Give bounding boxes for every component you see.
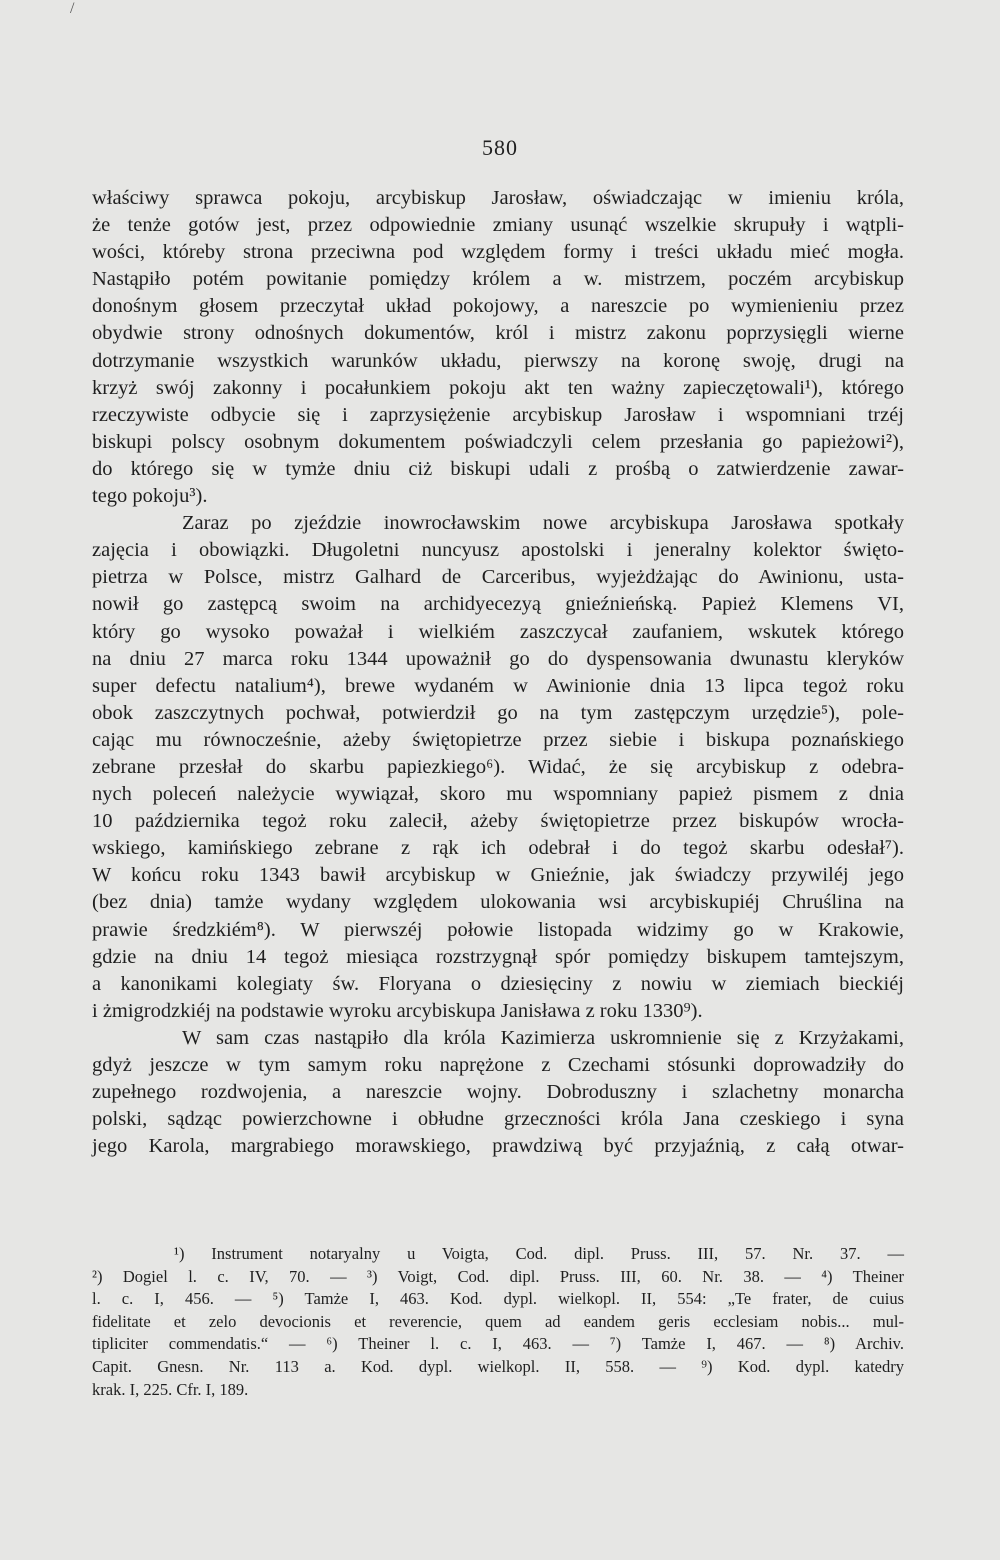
text-line: biskupi polscy osobnym dokumentem poświadczyli celem przesłania go papieżowi²), (92, 430, 904, 453)
text-line: wskiego, kamińskiego zebrane z rąk ich odebrał i do tegoż skarbu odesłał⁷). (92, 837, 904, 860)
footnote-line: ²) Dogiel l. c. IV, 70. — ³) Voigt, Cod. dipl. Pruss. III, 60. Nr. 38. — ⁴) Theiner (92, 1266, 904, 1286)
text-line: Zaraz po zjeździe inowrocławskim nowe arcybiskupa Jarosława spotkały (182, 512, 904, 535)
text-line: (bez dnia) tamże wydany względem ulokowania wsi arcybiskupiéj Chruślina na (92, 891, 904, 914)
text-line: rzeczywiste odbycie się i zaprzysiężenie arcybiskup Jarosław i wspomniani trzéj (92, 403, 904, 426)
text-line: gdzie na dniu 14 tegoż miesiąca rozstrzygnął spór pomiędzy biskupem tamtejszym, (92, 945, 904, 968)
footnote-line: l. c. I, 456. — ⁵) Tamże I, 463. Kod. dypl. wielkopl. II, 554: „Te frater, de cuius (92, 1289, 904, 1309)
text-line: prawie średzkiém⁸). W pierwszéj połowie listopada widzimy go w Krakowie, (92, 918, 904, 941)
text-line: dotrzymanie wszystkich warunków układu, pierwszy na koronę swoję, drugi na (92, 349, 904, 372)
footnote-line: fidelitate et zelo devocionis et reverencie, quem ad eandem geris ecclesiam nobis... mul- (92, 1311, 904, 1331)
text-line: W sam czas nastąpiło dla króla Kazimierza uskromnienie się z Krzyżakami, (182, 1026, 904, 1049)
text-line: wości, któreby strona przeciwna pod względem formy i treści układu mieć mogła. (92, 241, 904, 264)
text-line: obydwie strony odnośnych dokumentów, król i mistrz zakonu poprzysięgli wierne (92, 322, 904, 345)
text-line: a kanonikami kolegiaty św. Floryana o dziesięciny z nowiu w ziemiach bieckiéj (92, 972, 904, 995)
footnotes (92, 1243, 904, 1401)
text-line: jego Karola, margrabiego morawskiego, prawdziwą być przyjaźnią, z całą otwar- (92, 1135, 904, 1158)
text-line: gdyż jeszcze w tym samym roku naprężone z Czechami stósunki doprowadziły do (92, 1054, 904, 1076)
text-line: tego pokoju³). (92, 485, 208, 508)
text-line: zajęcia i obowiązki. Długoletni nuncyusz apostolski i jeneralny kolektor święto- (92, 539, 904, 562)
text-line: zupełnego rozdwojenia, a nareszcie wojny. Dobroduszny i szlachetny monarcha (92, 1081, 904, 1104)
footnote-line: krak. I, 225. Cfr. I, 189. (92, 1379, 249, 1399)
text-line: 10 października tegoż roku zalecił, ażeby świętopietrze przez biskupów wrocła- (92, 810, 904, 833)
text-line: polski, sądząc powierzchowne i obłudne grzeczności króla Jana czeskiego i syna (92, 1108, 904, 1131)
page-number: 580 (482, 135, 518, 160)
text-line: super defectu natalium⁴), brewe wydaném w Awinionie dnia 13 lipca tegoż roku (92, 674, 904, 697)
footnote-line: ¹) Instrument notaryalny u Voigta, Cod. dipl. Pruss. III, 57. Nr. 37. — (174, 1244, 904, 1263)
footnote-line: Capit. Gnesn. Nr. 113 a. Kod. dypl. wielkopl. II, 558. — ⁹) Kod. dypl. katedry (92, 1356, 904, 1376)
text-line: W końcu roku 1343 bawił arcybiskup w Gnieźnie, jak świadczy przywiléj jego (92, 864, 904, 887)
text-line: i żmigrodzkiéj na podstawie wyroku arcybiskupa Janisława z roku 1330⁹). (92, 999, 703, 1022)
text-line: właściwy sprawca pokoju, arcybiskup Jarosław, oświadczając w imieniu króla, (92, 187, 904, 209)
stray-mark: / (70, 0, 75, 17)
text-line: obok zaszczytnych pochwał, potwierdził go na tym zastępczym urzędzie⁵), pole- (92, 701, 904, 724)
text-line: zebrane przesłał do skarbu papiezkiego⁶). Widać, że się arcybiskup z odebra- (92, 755, 904, 778)
text-line: krzyż swój zakonny i pocałunkiem pokoju akt ten ważny zapieczętowali¹), którego (92, 376, 904, 399)
text-line: nych poleceń należycie wywiązał, skoro mu wspomniany papież pismem z dnia (92, 783, 904, 806)
text-line: cając mu równocześnie, ażeby świętopietrze przez siebie i biskupa poznańskiego (92, 728, 904, 751)
text-line: pietrza w Polsce, mistrz Galhard de Carceribus, wyjeżdżając do Awinionu, usta- (92, 566, 904, 589)
text-line: do którego się w tymże dniu ciż biskupi udali z prośbą o zatwierdzenie zawar- (92, 457, 904, 480)
footnote-line: tipliciter commendatis.“ — ⁶) Theiner l. c. I, 463. — ⁷) Tamże I, 467. — ⁸) Archiv. (92, 1334, 904, 1354)
text-line: że tenże gotów jest, przez odpowiednie zmiany usunąć wszelkie skrupuły i wątpli- (92, 214, 904, 237)
text-line: na dniu 27 marca roku 1344 upoważnił go do dyspensowania dwunastu kleryków (92, 647, 904, 670)
main-text (92, 185, 904, 1160)
text-line: który go wysoko poważał i wielkiém zaszczycał zaufaniem, wskutek którego (92, 620, 904, 643)
text-line: Nastąpiło potém powitanie pomiędzy królem a w. mistrzem, poczém arcybiskup (92, 268, 904, 291)
text-line: nowił go zastępcą swoim na archidyecezyą gnieźnieńską. Papież Klemens VI, (92, 593, 904, 616)
text-line: donośnym głosem przeczytał układ pokojowy, a nareszcie po wymienieniu przez (92, 295, 904, 318)
